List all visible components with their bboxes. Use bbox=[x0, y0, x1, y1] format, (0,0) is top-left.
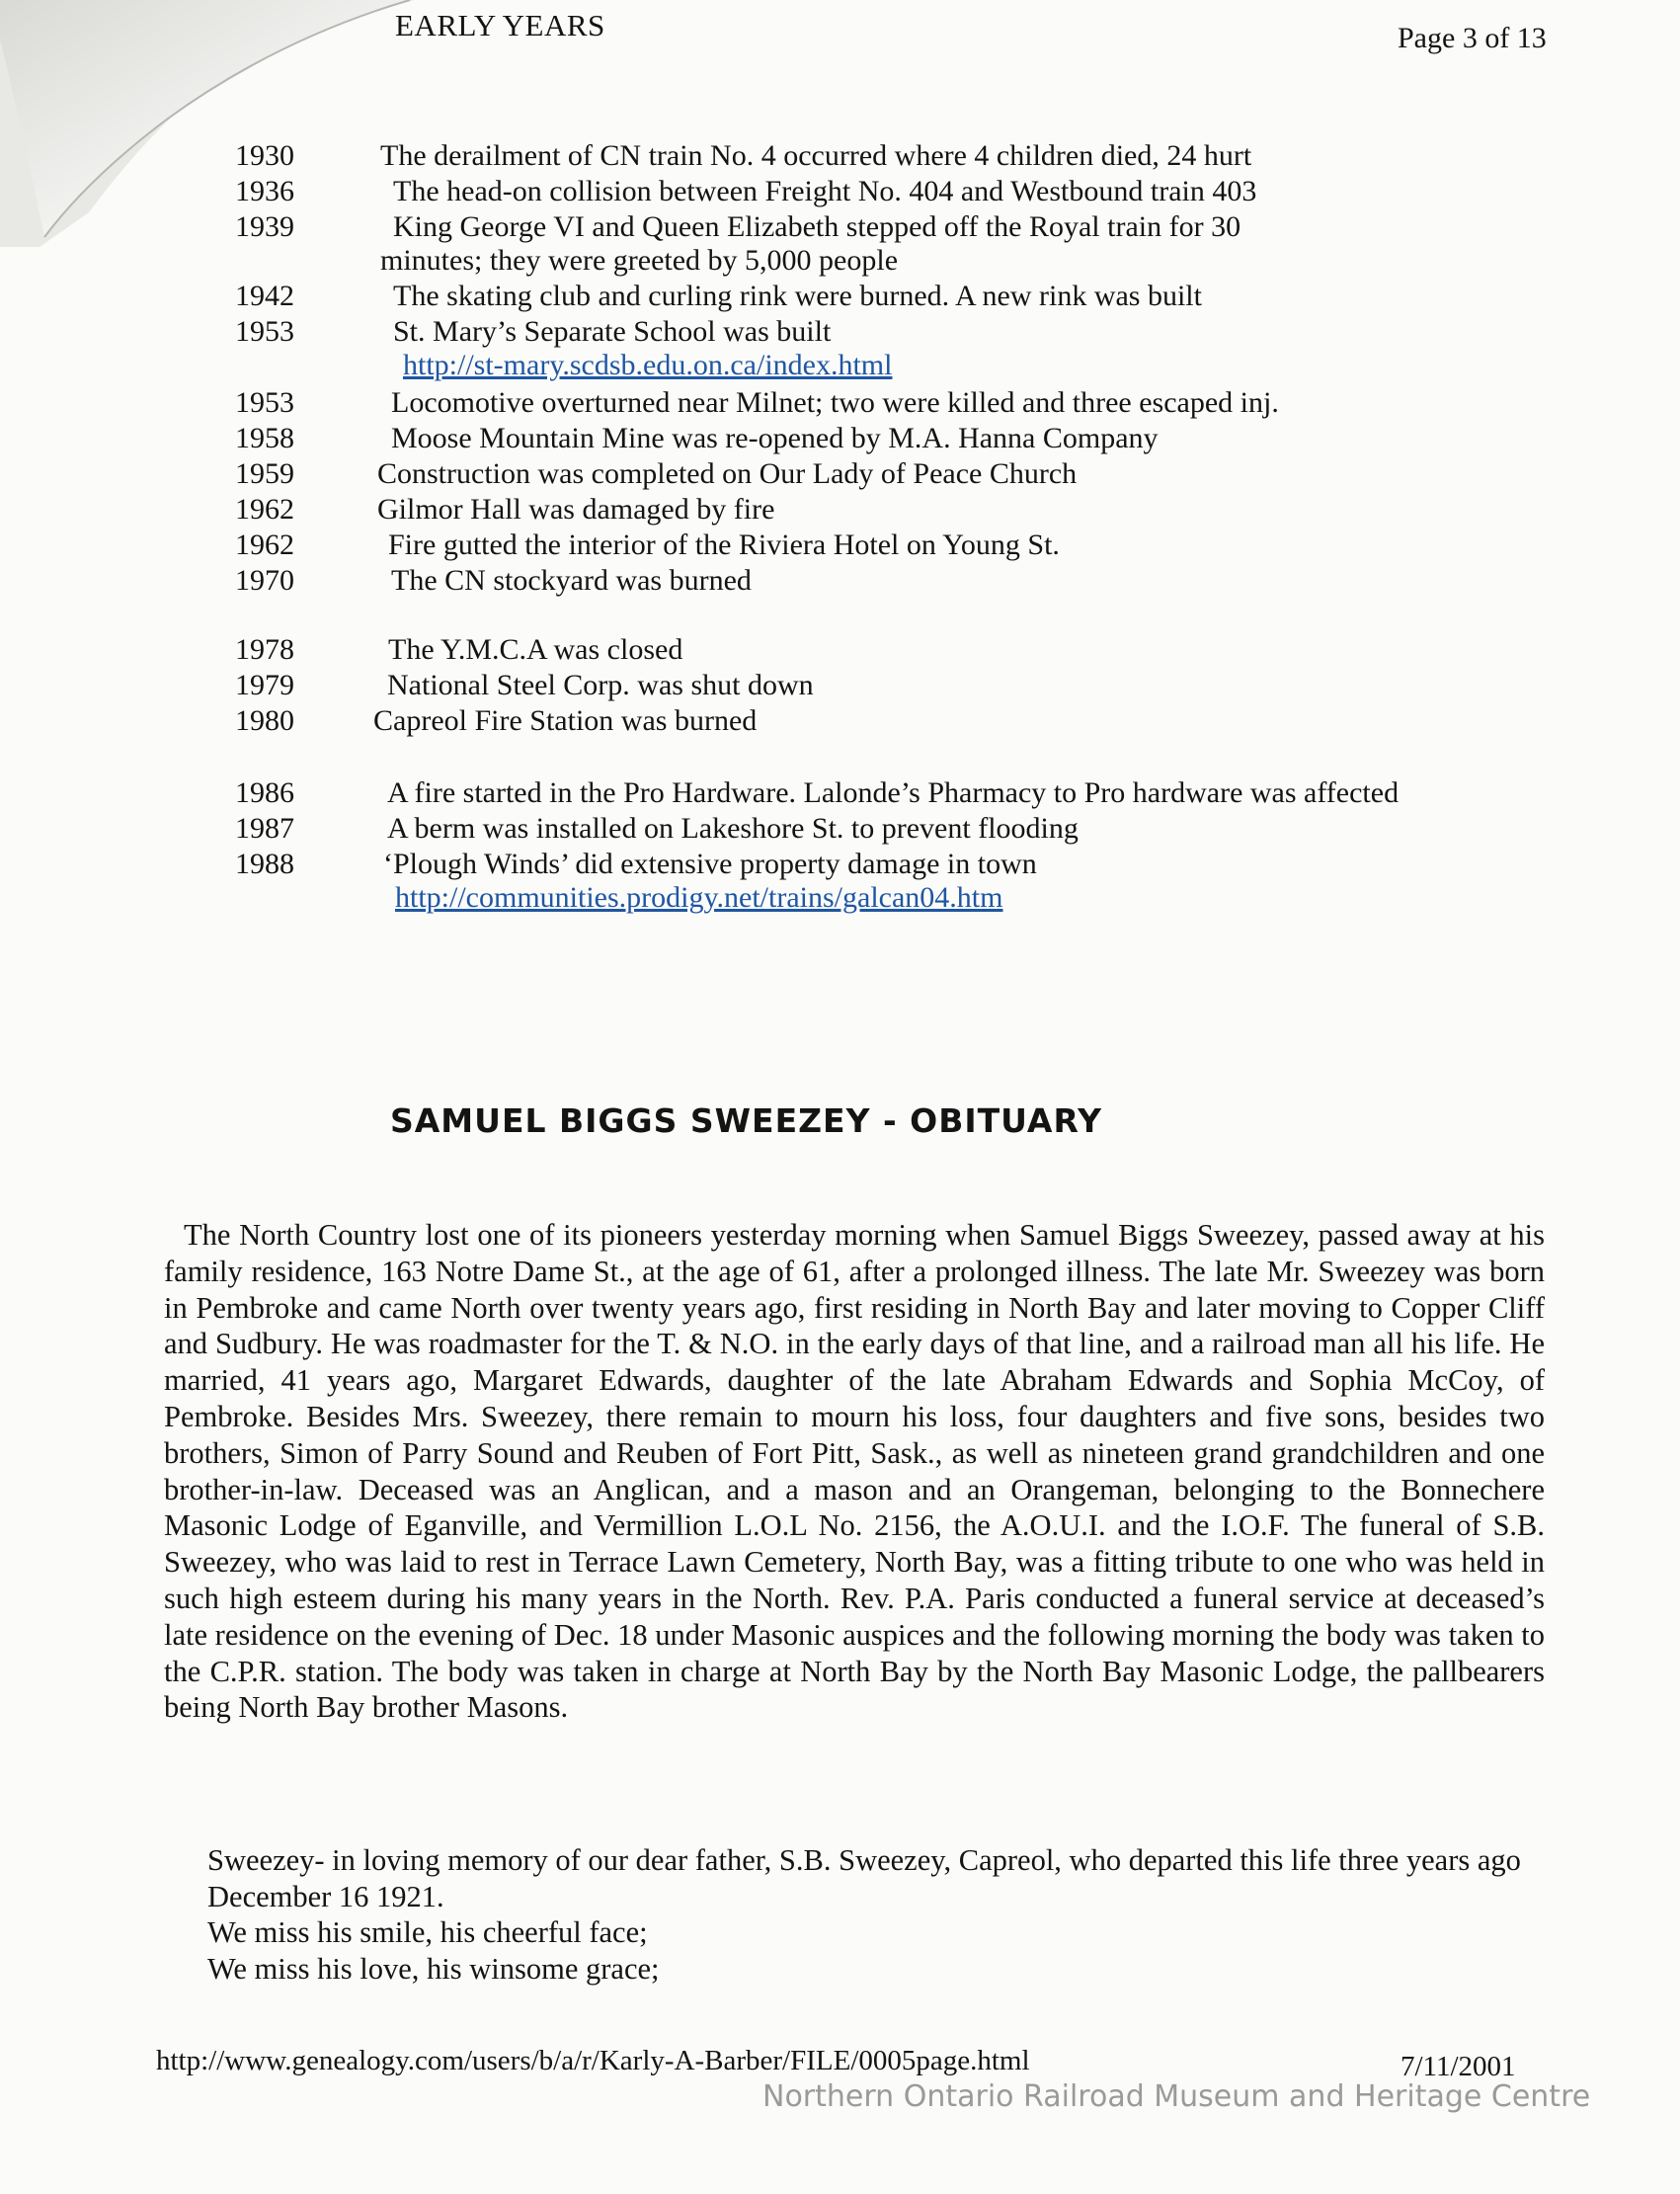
timeline-text: The Y.M.C.A was closed bbox=[388, 633, 683, 666]
timeline-entry bbox=[0, 209, 1680, 279]
timeline-year: 1953 bbox=[235, 315, 294, 348]
timeline-year: 1979 bbox=[235, 669, 294, 701]
memorial-line: We miss his smile, his cheerful face; bbox=[207, 1915, 648, 1949]
obituary-title: SAMUEL BIGGS SWEEZEY - OBITUARY bbox=[390, 1101, 1102, 1140]
timeline-entry bbox=[0, 314, 1680, 385]
timeline-year: 1980 bbox=[235, 704, 294, 737]
timeline-year: 1986 bbox=[235, 776, 294, 809]
memorial-notice bbox=[207, 1842, 1521, 1987]
timeline-text: National Steel Corp. was shut down bbox=[387, 669, 814, 701]
timeline-entry bbox=[0, 174, 1680, 209]
timeline-text: The derailment of CN train No. 4 occurred where 4 children died, 24 hurt bbox=[380, 139, 1252, 172]
timeline-year: 1978 bbox=[235, 633, 294, 666]
timeline-entry bbox=[0, 668, 1680, 703]
timeline-year: 1988 bbox=[235, 848, 294, 880]
timeline-text: Construction was completed on Our Lady of Peace Church bbox=[377, 457, 1078, 490]
timeline-entry bbox=[0, 811, 1680, 847]
timeline-text: The CN stockyard was burned bbox=[391, 564, 752, 597]
timeline-entry bbox=[0, 528, 1680, 563]
trains-link[interactable]: http://communities.prodigy.net/trains/galcan04.htm bbox=[395, 881, 1003, 914]
header-title: EARLY YEARS bbox=[395, 8, 605, 42]
timeline-text: The skating club and curling rink were burned. A new rink was built bbox=[393, 280, 1202, 312]
timeline-text: Fire gutted the interior of the Riviera Hotel on Young St. bbox=[388, 528, 1060, 561]
memorial-line: We miss his love, his winsome grace; bbox=[207, 1951, 660, 1986]
obituary-body: The North Country lost one of its pioneers yesterday morning when Samuel Biggs Sweezey, passed away at his family residence, 163 Notre Dame St., at the age of 61, after a prolonged illness. The late Mr. Sweezey was born in Pembroke and came North over twenty years ago, first residing in North Bay and later moving to Copper Cliff and Sudbury. He was roadmaster for the T. & N.O. in the early days of that line, and a railroad man all his life. He married, 41 years ago, Margaret Edwards, daughter of the late Abraham Edwards and Sophia McCoy, of Pembroke. Besides Mrs. Sweezey, there remain to mourn his loss, four daughters and five sons, besides two brothers, Simon of Parry Sound and Reuben of Fort Pitt, Sask., as well as nineteen grand grandchildren and one brother-in-law. Deceased was an Anglican, and a mason and an Orangeman, belonging to the Bonnechere Masonic Lodge of Eganville, and Vermillion L.O.L No. 2156, the A.O.U.I. and the I.O.F. The funeral of S.B. Sweezey, who was laid to rest in Terrace Lawn Cemetery, North Bay, was a fitting tribute to one who was held in such high esteem during his many years in the North. Rev. P.A. Paris conducted a funeral service at deceased’s late residence on the evening of Dec. 18 under Masonic auspices and the following morning the body was taken to the C.P.R. station. The body was taken in charge at North Bay by the North Bay Masonic Lodge, the pallbearers being North Bay brother Masons. bbox=[164, 1218, 1545, 1725]
memorial-line: Sweezey- in loving memory of our dear father, S.B. Sweezey, Capreol, who departed this life three years ago December 16 1921. bbox=[207, 1843, 1521, 1913]
timeline-text: The head-on collision between Freight No. 404 and Westbound train 403 bbox=[393, 175, 1257, 207]
timeline-entry bbox=[0, 385, 1680, 421]
timeline-text: King George VI and Queen Elizabeth stepped off the Royal train for 30 bbox=[393, 210, 1241, 243]
timeline-entry bbox=[0, 138, 1680, 174]
timeline-text: Moose Mountain Mine was re-opened by M.A. Hanna Company bbox=[391, 422, 1159, 454]
museum-watermark: Northern Ontario Railroad Museum and Heritage Centre bbox=[762, 2079, 1591, 2114]
timeline-year: 1936 bbox=[235, 175, 294, 207]
timeline-entry bbox=[0, 775, 1680, 811]
timeline-year: 1970 bbox=[235, 564, 294, 597]
footer-url: http://www.genealogy.com/users/b/a/r/Karly-A-Barber/FILE/0005page.html bbox=[156, 2045, 1030, 2076]
timeline-year: 1962 bbox=[235, 493, 294, 526]
timeline-text: Locomotive overturned near Milnet; two were killed and three escaped inj. bbox=[391, 386, 1279, 419]
timeline-entry bbox=[0, 421, 1680, 456]
timeline-text: St. Mary’s Separate School was built bbox=[393, 315, 832, 348]
timeline-text: Gilmor Hall was damaged by fire bbox=[377, 493, 775, 526]
school-link[interactable]: http://st-mary.scdsb.edu.on.ca/index.html bbox=[403, 349, 893, 381]
timeline-text: ‘Plough Winds’ did extensive property damage in town bbox=[383, 848, 1037, 880]
timeline-year: 1939 bbox=[235, 210, 294, 243]
timeline-text: A fire started in the Pro Hardware. Lalonde’s Pharmacy to Pro hardware was affected bbox=[387, 776, 1400, 809]
timeline-text: Capreol Fire Station was burned bbox=[373, 704, 758, 737]
timeline-year: 1958 bbox=[235, 422, 294, 454]
timeline-entry bbox=[0, 279, 1680, 314]
timeline-text-continued: minutes; they were greeted by 5,000 people bbox=[380, 244, 899, 277]
timeline-year: 1962 bbox=[235, 528, 294, 561]
timeline-entry bbox=[0, 847, 1680, 918]
timeline-entry bbox=[0, 632, 1680, 668]
timeline-year: 1953 bbox=[235, 386, 294, 419]
timeline-list bbox=[0, 138, 1680, 918]
footer-date: 7/11/2001 bbox=[1400, 2051, 1516, 2082]
timeline-entry bbox=[0, 456, 1680, 492]
timeline-text: A berm was installed on Lakeshore St. to prevent flooding bbox=[387, 812, 1079, 845]
timeline-year: 1987 bbox=[235, 812, 294, 845]
page-number: Page 3 of 13 bbox=[1398, 22, 1547, 54]
timeline-year: 1942 bbox=[235, 280, 294, 312]
timeline-year: 1959 bbox=[235, 457, 294, 490]
timeline-entry bbox=[0, 563, 1680, 632]
timeline-entry bbox=[0, 703, 1680, 775]
timeline-entry bbox=[0, 492, 1680, 528]
timeline-year: 1930 bbox=[235, 139, 294, 172]
